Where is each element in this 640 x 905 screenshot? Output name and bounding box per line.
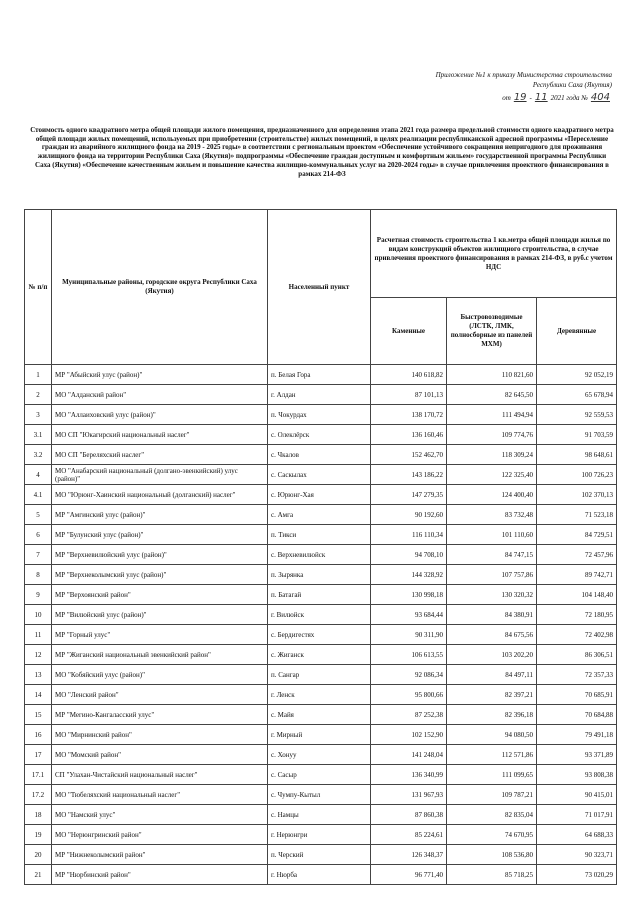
stone-cost-cell: 140 618,82 <box>371 365 447 385</box>
stone-cost-cell: 90 192,60 <box>371 505 447 525</box>
settlement-cell: с. Юрюнг-Хая <box>268 485 371 505</box>
wood-cost-cell: 71 017,91 <box>537 805 617 825</box>
municipality-cell: МО "Аллаиховский улус (район)" <box>52 405 268 425</box>
settlement-cell: с. Жиганск <box>268 645 371 665</box>
settlement-cell: п. Сангар <box>268 665 371 685</box>
wood-cost-cell: 93 371,89 <box>537 745 617 765</box>
row-number: 21 <box>25 865 52 885</box>
municipality-cell: МР "Мегино-Кангаласский улус" <box>52 705 268 725</box>
cost-table <box>24 209 617 885</box>
fast-built-cost-cell: 112 571,86 <box>447 745 537 765</box>
row-number: 10 <box>25 605 52 625</box>
table-row <box>25 385 617 405</box>
municipality-cell: МР "Горный улус" <box>52 625 268 645</box>
order-number: 404 <box>590 92 610 103</box>
order-day: 19 <box>513 92 527 103</box>
settlement-cell: г. Вилюйск <box>268 605 371 625</box>
row-number: 1 <box>25 365 52 385</box>
stone-cost-cell: 143 186,22 <box>371 465 447 485</box>
stone-cost-cell: 93 684,44 <box>371 605 447 625</box>
municipality-cell: СП "Улахан-Чистайский национальный наслег" <box>52 765 268 785</box>
municipality-cell: МР "Нюрбинский район" <box>52 865 268 885</box>
wood-cost-cell: 71 523,18 <box>537 505 617 525</box>
settlement-cell: п. Чокурдах <box>268 405 371 425</box>
wood-cost-cell: 90 415,01 <box>537 785 617 805</box>
wood-cost-cell: 100 726,23 <box>537 465 617 485</box>
fast-built-cost-cell: 82 835,04 <box>447 805 537 825</box>
settlement-cell: с. Амга <box>268 505 371 525</box>
settlement-cell: с. Майя <box>268 705 371 725</box>
stone-cost-cell: 126 348,37 <box>371 845 447 865</box>
stone-cost-cell: 130 998,18 <box>371 585 447 605</box>
settlement-cell: с. Намцы <box>268 805 371 825</box>
table-row <box>25 645 617 665</box>
table-row <box>25 625 617 645</box>
settlement-cell: п. Тикси <box>268 525 371 545</box>
row-number: 15 <box>25 705 52 725</box>
table-row <box>25 745 617 765</box>
stone-cost-cell: 136 160,46 <box>371 425 447 445</box>
municipality-cell: МО "Ленский район" <box>52 685 268 705</box>
municipality-cell: МР "Нижнеколымский район" <box>52 845 268 865</box>
municipality-cell: МО "Кобяйский улус (район)" <box>52 665 268 685</box>
fast-built-cost-cell: 110 821,60 <box>447 365 537 385</box>
stone-cost-cell: 144 328,92 <box>371 565 447 585</box>
row-number: 3.1 <box>25 425 52 445</box>
stone-cost-cell: 136 340,99 <box>371 765 447 785</box>
fast-built-cost-cell: 108 536,80 <box>447 845 537 865</box>
table-row <box>25 565 617 585</box>
row-number: 2 <box>25 385 52 405</box>
municipality-cell: МО "Алданский район" <box>52 385 268 405</box>
col-header-number: № п/п <box>25 210 52 365</box>
fast-built-cost-cell: 111 494,94 <box>447 405 537 425</box>
stone-cost-cell: 152 462,70 <box>371 445 447 465</box>
table-row <box>25 825 617 845</box>
settlement-cell: г. Алдан <box>268 385 371 405</box>
row-number: 14 <box>25 685 52 705</box>
municipality-cell: МО СП "Юкагирский национальный наслег" <box>52 425 268 445</box>
table-row <box>25 725 617 745</box>
table-body <box>25 365 617 885</box>
wood-cost-cell: 72 457,96 <box>537 545 617 565</box>
wood-cost-cell: 92 559,53 <box>537 405 617 425</box>
wood-cost-cell: 64 688,33 <box>537 825 617 845</box>
settlement-cell: с. Сасыр <box>268 765 371 785</box>
municipality-cell: МР "Булунский улус (район)" <box>52 525 268 545</box>
stone-cost-cell: 141 248,04 <box>371 745 447 765</box>
wood-cost-cell: 72 402,98 <box>537 625 617 645</box>
settlement-cell: п. Черский <box>268 845 371 865</box>
settlement-cell: с. Олеклёрск <box>268 425 371 445</box>
fast-built-cost-cell: 130 320,32 <box>447 585 537 605</box>
wood-cost-cell: 93 808,38 <box>537 765 617 785</box>
row-number: 11 <box>25 625 52 645</box>
settlement-cell: п. Белая Гора <box>268 365 371 385</box>
row-number: 4.1 <box>25 485 52 505</box>
row-number: 17.1 <box>25 765 52 785</box>
municipality-cell: МО СП "Береляхский наслег" <box>52 445 268 465</box>
settlement-cell: г. Нерюнгри <box>268 825 371 845</box>
col-header-fast-built: Быстровозводимые (ЛСТК, ЛМК, полносборные из панелей МХМ) <box>447 298 537 365</box>
document-title: Стоимость одного квадратного метра общей площади жилого помещения, предназначенного для определения этапа 2021 года размера предельной стоимости одного квадратного метра общей площади жилых помещений, используемых при приобретении (строительстве) жилых помещений, в целях реализации республиканской адресной программы «Переселение граждан из аварийного жилищного фонда на 2019 - 2025 годы» в соответствии с региональным проектом «Обеспечение устойчивого сокращения непригодного для проживания жилищного фонда на территории Республики Саха (Якутия)» подпрограммы «Обеспечение граждан доступным и комфортным жильем» государственной программы Республики Саха (Якутия) «Обеспечение качественным жильем и повышение качества жилищно-коммунальных услуг на 2020-2024 годы» в случае привлечения проектного финансирования в рамках 214-ФЗ <box>30 126 614 178</box>
appendix-line-1: Приложение №1 к приказу Министерства строительства <box>435 71 612 79</box>
table-row <box>25 365 617 385</box>
table-row <box>25 705 617 725</box>
stone-cost-cell: 102 152,90 <box>371 725 447 745</box>
municipality-cell: МР "Вилюйский улус (район)" <box>52 605 268 625</box>
fast-built-cost-cell: 103 202,20 <box>447 645 537 665</box>
table-row <box>25 765 617 785</box>
municipality-cell: МО "Мирнинский район" <box>52 725 268 745</box>
col-header-settlement: Населенный пункт <box>268 210 371 365</box>
row-number: 19 <box>25 825 52 845</box>
table-row <box>25 465 617 485</box>
order-date-line: от 19 - 11 2021 года № 404 <box>502 92 610 103</box>
fast-built-cost-cell: 101 110,60 <box>447 525 537 545</box>
row-number: 18 <box>25 805 52 825</box>
table-row <box>25 505 617 525</box>
municipality-cell: МО "Анабарский национальный (долгано-эвенкийский) улус (район)" <box>52 465 268 485</box>
table-row <box>25 525 617 545</box>
col-header-cost-group: Расчетная стоимость строительства 1 кв.метра общей площади жилья по видам конструкций объектов жилищного строительства, в случае привлечения проектного финансирования в рамках 214-ФЗ, в руб.с учетом НДС <box>371 210 617 298</box>
order-year-label: 2021 года № <box>550 94 588 102</box>
fast-built-cost-cell: 82 397,21 <box>447 685 537 705</box>
fast-built-cost-cell: 111 099,65 <box>447 765 537 785</box>
settlement-cell: с. Чумпу-Кытыл <box>268 785 371 805</box>
fast-built-cost-cell: 84 497,11 <box>447 665 537 685</box>
fast-built-cost-cell: 118 309,24 <box>447 445 537 465</box>
fast-built-cost-cell: 85 718,25 <box>447 865 537 885</box>
row-number: 6 <box>25 525 52 545</box>
fast-built-cost-cell: 122 325,40 <box>447 465 537 485</box>
municipality-cell: МР "Амгинский улус (район)" <box>52 505 268 525</box>
stone-cost-cell: 94 708,10 <box>371 545 447 565</box>
wood-cost-cell: 72 357,33 <box>537 665 617 685</box>
row-number: 3.2 <box>25 445 52 465</box>
table-row <box>25 845 617 865</box>
municipality-cell: МО "Юрюнг-Хаинский национальный (долганский) наслег" <box>52 485 268 505</box>
municipality-cell: МР "Верхнеколымский улус (район)" <box>52 565 268 585</box>
stone-cost-cell: 116 110,34 <box>371 525 447 545</box>
fast-built-cost-cell: 83 732,48 <box>447 505 537 525</box>
row-number: 8 <box>25 565 52 585</box>
row-number: 16 <box>25 725 52 745</box>
settlement-cell: г. Нюрба <box>268 865 371 885</box>
stone-cost-cell: 85 224,61 <box>371 825 447 845</box>
table-row <box>25 485 617 505</box>
settlement-cell: г. Ленск <box>268 685 371 705</box>
settlement-cell: г. Мирный <box>268 725 371 745</box>
row-number: 4 <box>25 465 52 485</box>
municipality-cell: МР "Верхоянский район" <box>52 585 268 605</box>
order-from-label: от <box>502 94 511 102</box>
row-number: 12 <box>25 645 52 665</box>
wood-cost-cell: 91 703,59 <box>537 425 617 445</box>
row-number: 7 <box>25 545 52 565</box>
appendix-caption <box>352 70 612 90</box>
settlement-cell: п. Батагай <box>268 585 371 605</box>
stone-cost-cell: 90 311,90 <box>371 625 447 645</box>
stone-cost-cell: 95 800,66 <box>371 685 447 705</box>
stone-cost-cell: 147 279,35 <box>371 485 447 505</box>
stone-cost-cell: 131 967,93 <box>371 785 447 805</box>
settlement-cell: с. Чкалов <box>268 445 371 465</box>
wood-cost-cell: 72 180,95 <box>537 605 617 625</box>
wood-cost-cell: 104 148,40 <box>537 585 617 605</box>
municipality-cell: МО "Нерюнгринский район" <box>52 825 268 845</box>
row-number: 9 <box>25 585 52 605</box>
row-number: 17 <box>25 745 52 765</box>
wood-cost-cell: 65 678,94 <box>537 385 617 405</box>
fast-built-cost-cell: 82 396,18 <box>447 705 537 725</box>
stone-cost-cell: 138 170,72 <box>371 405 447 425</box>
municipality-cell: МО "Тюбеляхский национальный наслег" <box>52 785 268 805</box>
wood-cost-cell: 84 729,51 <box>537 525 617 545</box>
col-header-wood: Деревянные <box>537 298 617 365</box>
stone-cost-cell: 87 252,38 <box>371 705 447 725</box>
fast-built-cost-cell: 124 400,40 <box>447 485 537 505</box>
table-row <box>25 665 617 685</box>
row-number: 5 <box>25 505 52 525</box>
row-number: 20 <box>25 845 52 865</box>
stone-cost-cell: 92 086,34 <box>371 665 447 685</box>
table-row <box>25 545 617 565</box>
row-number: 3 <box>25 405 52 425</box>
municipality-cell: МО "Момский район" <box>52 745 268 765</box>
row-number: 17.2 <box>25 785 52 805</box>
wood-cost-cell: 92 052,19 <box>537 365 617 385</box>
table-row <box>25 425 617 445</box>
table-row <box>25 685 617 705</box>
table-row <box>25 405 617 425</box>
fast-built-cost-cell: 109 774,76 <box>447 425 537 445</box>
wood-cost-cell: 89 742,71 <box>537 565 617 585</box>
wood-cost-cell: 86 306,51 <box>537 645 617 665</box>
wood-cost-cell: 79 491,18 <box>537 725 617 745</box>
settlement-cell: п. Зырянка <box>268 565 371 585</box>
order-month: 11 <box>534 92 548 103</box>
col-header-municipality: Муниципальные районы, городские округа Республики Саха (Якутия) <box>52 210 268 365</box>
municipality-cell: МР "Жиганский национальный эвенкийский район" <box>52 645 268 665</box>
wood-cost-cell: 70 684,88 <box>537 705 617 725</box>
stone-cost-cell: 96 771,40 <box>371 865 447 885</box>
row-number: 13 <box>25 665 52 685</box>
col-header-stone: Каменные <box>371 298 447 365</box>
table-row <box>25 605 617 625</box>
wood-cost-cell: 90 323,71 <box>537 845 617 865</box>
table-row <box>25 785 617 805</box>
appendix-line-2: Республики Саха (Якутия) <box>532 81 612 89</box>
table-row <box>25 865 617 885</box>
fast-built-cost-cell: 74 670,95 <box>447 825 537 845</box>
municipality-cell: МР "Абыйский улус (район)" <box>52 365 268 385</box>
settlement-cell: с. Саскылах <box>268 465 371 485</box>
fast-built-cost-cell: 94 080,50 <box>447 725 537 745</box>
table-row <box>25 445 617 465</box>
wood-cost-cell: 73 020,29 <box>537 865 617 885</box>
municipality-cell: МР "Верхневилюйский улус (район)" <box>52 545 268 565</box>
fast-built-cost-cell: 82 645,50 <box>447 385 537 405</box>
table-row <box>25 805 617 825</box>
wood-cost-cell: 102 370,13 <box>537 485 617 505</box>
stone-cost-cell: 106 613,55 <box>371 645 447 665</box>
fast-built-cost-cell: 84 747,15 <box>447 545 537 565</box>
wood-cost-cell: 98 648,61 <box>537 445 617 465</box>
stone-cost-cell: 87 101,13 <box>371 385 447 405</box>
fast-built-cost-cell: 84 380,91 <box>447 605 537 625</box>
stone-cost-cell: 87 860,38 <box>371 805 447 825</box>
municipality-cell: МО "Намский улус" <box>52 805 268 825</box>
settlement-cell: с. Верхневилюйск <box>268 545 371 565</box>
table-row <box>25 585 617 605</box>
settlement-cell: с. Хонуу <box>268 745 371 765</box>
fast-built-cost-cell: 84 675,56 <box>447 625 537 645</box>
fast-built-cost-cell: 107 757,86 <box>447 565 537 585</box>
wood-cost-cell: 70 685,91 <box>537 685 617 705</box>
settlement-cell: с. Бердигестях <box>268 625 371 645</box>
fast-built-cost-cell: 109 787,21 <box>447 785 537 805</box>
